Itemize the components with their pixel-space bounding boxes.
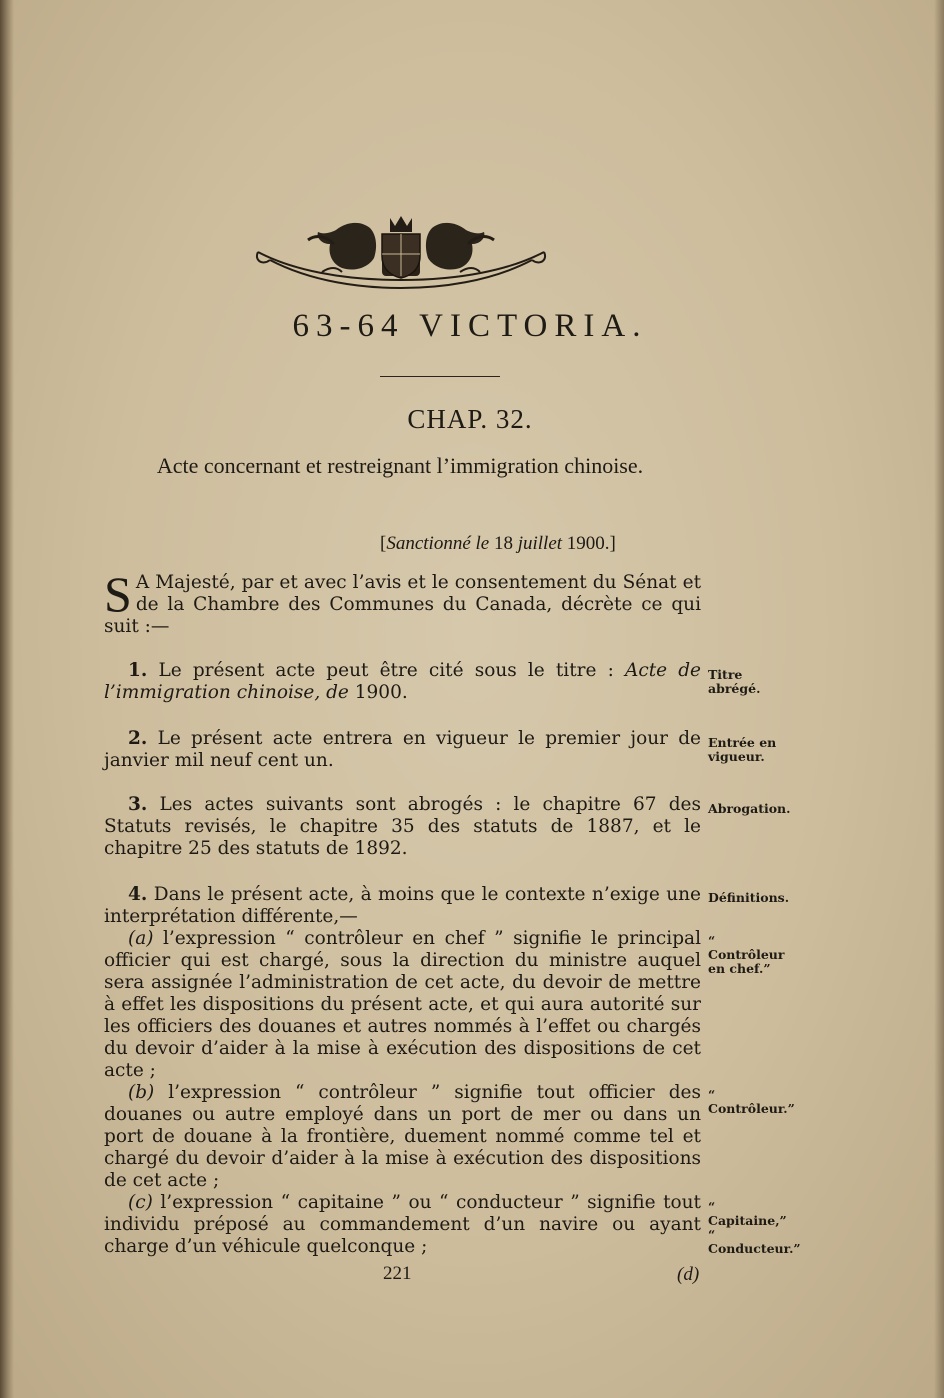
page-number: 221: [383, 1263, 412, 1284]
margin-note: “ Contrôleur en chef.”: [708, 933, 785, 976]
royal-coat-of-arms-icon: [252, 210, 550, 292]
title-divider: [380, 376, 500, 377]
section-3: 3. Les actes suivants sont abrogés : le chapitre 67 des Statuts revisés, le chapitre 35 des statuts de 1887, et le chapitre 25 des statuts de 1892.: [104, 794, 701, 859]
section-number: 1.: [128, 660, 148, 681]
section-1: 1. Le présent acte peut être cité sous le titre : Acte de l’immigration chinoise, de 1900.: [104, 660, 702, 703]
sanction-date: [Sanctionné le 18 juillet 1900.]: [380, 533, 616, 554]
definition-c: (c) l’expression “ capitaine ” ou “ conducteur ” signifie tout individu préposé au commandement d’un navire ou ayant charge d’un véhicule quelconque ;: [104, 1192, 701, 1257]
section-number: 4.: [128, 884, 148, 905]
margin-note: “ Contrôleur.”: [708, 1087, 795, 1116]
act-title: Acte concernant et restreignant l’immigration chinoise.: [156, 453, 644, 478]
margin-note: Entrée en vigueur.: [708, 735, 777, 764]
dropcap-letter: S: [104, 566, 132, 622]
margin-note: Titre abrégé.: [708, 667, 761, 696]
margin-note: Définitions.: [708, 890, 790, 905]
signature-mark: (d): [677, 1264, 700, 1285]
margin-note: Abrogation.: [708, 801, 791, 816]
margin-note: “ Capitaine,” “ Conducteur.”: [708, 1199, 801, 1256]
definition-b: (b) l’expression “ contrôleur ” signifie tout officier des douanes ou autre employé dans un port de mer ou dans un port de douane à la frontière, duement nommé comme tel et chargé du devoir d’aider à la mise à exécution des dispositions de cet acte ;: [104, 1082, 701, 1191]
chapter-heading: CHAP. 32.: [407, 404, 533, 434]
section-number: 2.: [128, 728, 148, 749]
definition-a: (a) l’expression “ contrôleur en chef ” signifie le principal officier qui est chargé, sous la direction du ministre auquel sera assignée l’administration de cet acte, du devoir de mettre à effet les dispositions du présent acte, et qui aura autorité sur les officiers des douanes et autres nommés à l’effet ou chargés du devoir d’aider à la mise à exécution des dispositions de cet acte ;: [104, 928, 701, 1081]
page-right-edge: [934, 0, 944, 1398]
section-4: 4. Dans le présent acte, à moins que le contexte n’exige une interprétation différente,— (a) l’expression “ contrôleur en chef ” signifie le principal officier qui est chargé, sous la direction du ministre auquel sera assignée l’administration de cet acte, du devoir de mettre à effet les dispositions du présent acte, et qui aura autorité sur les officiers des douanes et autres nommés à l’effet ou chargés du devoir d’aider à la mise à exécution des dispositions de cet acte ; (b) l’expression “ contrôleur ” signifie tout officier des douanes ou autre employé dans un port de mer ou dans un port de douane à la frontière, duement nommé comme tel et chargé du devoir d’aider à la mise à exécution des dispositions de cet acte ; (c) l’expression “ capitaine ” ou “ conducteur ” signifie tout individu préposé au commandement d’un navire ou ayant charge d’un véhicule quelconque ;: [104, 884, 701, 1257]
preamble: S A Majesté, par et avec l’avis et le consentement du Sénat et de la Chambre des Communes du Canada, décrète ce qui suit :—: [104, 566, 701, 637]
volume-title: 63-64 VICTORIA.: [292, 308, 648, 344]
section-2: 2. Le présent acte entrera en vigueur le premier jour de janvier mil neuf cent un.: [104, 728, 701, 771]
page-binding-edge: [0, 0, 14, 1398]
section-number: 3.: [128, 794, 148, 815]
